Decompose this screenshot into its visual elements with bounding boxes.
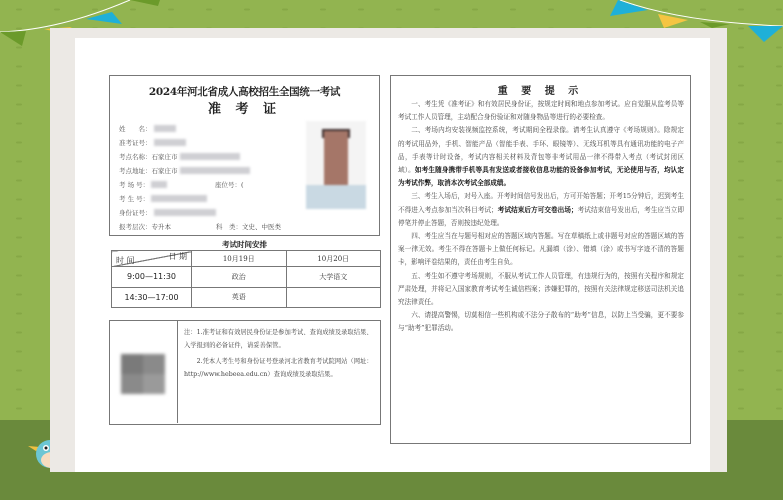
- field-site-name: [119, 152, 240, 161]
- field-label: 科 类：: [216, 223, 242, 231]
- field-value: 文史、中医类: [242, 223, 281, 231]
- field-candidate-no: [119, 194, 207, 203]
- date-header: 10月20日: [286, 251, 381, 267]
- tip-3-text-b: 考试结束信号发出后，考生应当立即停笔并停止答题，否则按违纪处理。: [398, 205, 685, 227]
- field-category: [216, 222, 281, 231]
- field-label: 座位号：: [215, 181, 241, 189]
- redacted-value: [151, 195, 207, 202]
- tip-4: 四、考生应当在与题号相对应的答题区域内答题。写在草稿纸上或非题号对应的答题区域的答案一律无效。考生不得在答题卡上做任何标记。凡漏填（涂）、错填（涂）或书写字迹不清的答题卡，影响评卷结果的，责任由考生自负。: [398, 232, 684, 267]
- field-label: 准考证号：: [119, 139, 152, 147]
- header-date-label: 日 期: [168, 252, 187, 261]
- notes-box: [109, 320, 381, 425]
- candidate-photo: [306, 121, 366, 209]
- field-label: 考点地址：: [119, 167, 152, 175]
- redacted-value: [154, 125, 176, 132]
- field-level: [119, 222, 171, 231]
- field-value: 专升本: [151, 223, 171, 231]
- subject-cell: 大学语文: [286, 267, 381, 288]
- field-name: [119, 124, 176, 133]
- field-label: 报考层次：: [119, 223, 152, 231]
- tip-6: 六、请提高警惕，切莫相信一些机构或不法分子散布的“助考”信息，以防上当受骗，更不要参与“助考”犯罪活动。: [398, 311, 684, 333]
- subject-cell: 政治: [192, 267, 287, 288]
- redacted-value: [180, 153, 240, 160]
- notes-text: [184, 327, 376, 381]
- field-label: 姓 名：: [119, 125, 152, 133]
- table-row: [112, 267, 381, 288]
- tip-2-text: 二、考场内均安装视频监控系统，考试期间全程录像。请考生认真遵守《考场规则》。除规定的考试用品外，手机、智能产品（智能手表、手环、眼镜等）、无线耳机等具有通讯功能的电子产品，手表等计时设备，考试内容相关材料及背包等非考试用品一律不得带入考点（考试封闭区域）。: [398, 126, 684, 175]
- tips-title: 重 要 提 示: [497, 86, 584, 97]
- subject-cell: [286, 287, 381, 308]
- field-label: 考点名称：: [119, 153, 152, 161]
- ticket-subtitle: 准 考 证: [207, 102, 282, 117]
- redacted-value: [154, 139, 186, 146]
- field-value: 石家庄市: [151, 153, 178, 161]
- tip-2: [398, 124, 684, 190]
- tip-1: 一、考生凭《准考证》和有效居民身份证，按规定时间和地点参加考试。应自觉服从监考员等考试工作人员管理，主动配合身份验证和对随身物品等进行的必要检查。: [398, 100, 684, 122]
- tip-3: [398, 190, 684, 230]
- ticket-title: 2024年河北省成人高校招生全国统一考试: [148, 86, 341, 98]
- field-value: (: [241, 180, 244, 189]
- schedule-title: 考试时间安排: [222, 240, 267, 249]
- header-time-label: 时 间: [116, 256, 135, 265]
- field-label: 考 场 号：: [119, 181, 150, 189]
- note-2: 2.凭本人考生号和身份证号登录河北省教育考试院网站（网址：http://www.hebeea.edu.cn）查询成绩及录取结果。: [184, 358, 373, 378]
- redacted-value: [154, 209, 216, 216]
- field-label: 身份证号：: [119, 209, 152, 217]
- field-label: 考 生 号：: [119, 195, 150, 203]
- tip-3-text-a: 三、考生入场后，对号入座。开考时间信号发出后，方可开始答题；开考15分钟后，迟到考生不得进入考点参加当次科目考试；: [398, 192, 684, 214]
- field-admission-no: [119, 138, 186, 147]
- time-cell: 9:00—11:30: [112, 267, 192, 288]
- subject-cell: 英语: [192, 287, 287, 308]
- field-site-address: [119, 166, 250, 175]
- tip-3-bold: 考试结束后方可交卷出场；: [497, 205, 578, 214]
- field-seat-no: [215, 180, 244, 189]
- qr-cell: [110, 321, 178, 423]
- note-1: 注：1.准考证和有效居民身份证是参加考试、查询成绩及录取结果、入学报到的必备证件，请妥善保管。: [184, 329, 373, 349]
- field-room-no: [119, 180, 167, 189]
- field-id-no: [119, 208, 216, 217]
- tip-5: 五、考生如不遵守考场规则，不服从考试工作人员管理，有违规行为的，按照有关程序和规定严肃处理，并将记入国家教育考试考生诚信档案；涉嫌犯罪的，按照有关法律规定移送司法机关追究法律责任。: [398, 271, 684, 307]
- redacted-value: [151, 181, 167, 188]
- table-row: [112, 251, 381, 267]
- important-tips-box: [390, 75, 691, 444]
- tip-2-bold: 如考生随身携带手机等具有发送或者接收信息功能的设备参加考试，无论使用与否，均认定为考试作弊，取消本次考试全部成绩。: [398, 166, 685, 188]
- schedule-table: [111, 250, 381, 308]
- field-value: 石家庄市: [151, 167, 178, 175]
- date-header: 10月19日: [192, 251, 287, 267]
- redacted-value: [180, 167, 250, 174]
- header-corner-cell: [112, 251, 192, 267]
- time-cell: 14:30—17:00: [112, 287, 192, 308]
- table-row: [112, 287, 381, 308]
- tips-body: [398, 98, 684, 336]
- qr-code: [121, 354, 165, 394]
